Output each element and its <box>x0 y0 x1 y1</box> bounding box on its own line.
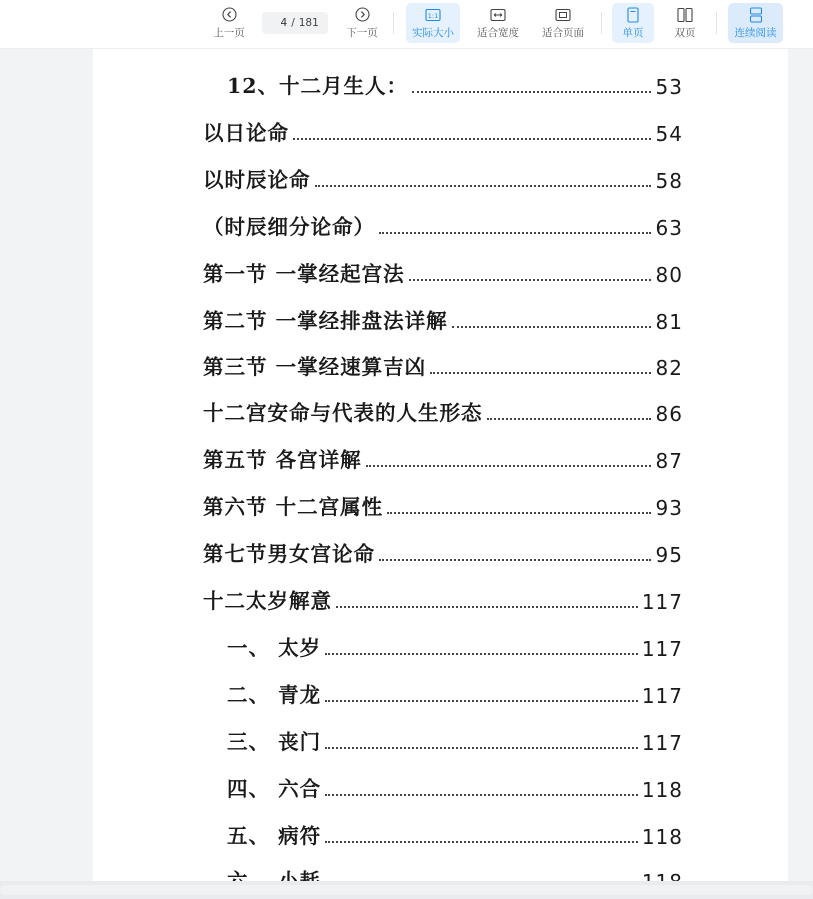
toc-entry[interactable] <box>227 725 683 755</box>
single-page-label: 单页 <box>622 26 644 39</box>
toc-entry-title: 第一节 一掌经起宫法 <box>203 262 405 286</box>
toc-entry[interactable] <box>203 163 683 193</box>
toc-entry-page: 63 <box>655 216 683 240</box>
toc-entry[interactable] <box>203 116 683 146</box>
toc-entry-title: 二、 青龙 <box>227 683 322 707</box>
toc-entry-title: 12、十二月生人： <box>227 74 409 98</box>
chevron-right-circle-icon <box>354 7 370 23</box>
viewer-toolbar <box>0 0 813 49</box>
toc-entry[interactable] <box>227 631 683 661</box>
toc-entry-title: 三、 丧门 <box>227 730 322 754</box>
fit-page-label: 适合页面 <box>542 26 584 39</box>
toc-leader-dots <box>293 138 651 140</box>
horizontal-scrollbar[interactable] <box>0 881 813 899</box>
toc-entry-title: 以时辰论命 <box>203 168 311 192</box>
toc-leader-dots <box>325 841 638 843</box>
toc-entry-page: 87 <box>655 449 683 473</box>
toc-entry-title: 以日论命 <box>203 121 289 145</box>
single-page-button[interactable] <box>612 3 654 43</box>
page-number-input[interactable] <box>271 17 287 29</box>
toc-entry-page: 117 <box>641 731 683 755</box>
fit-width-icon <box>490 7 506 23</box>
toc-entry[interactable] <box>203 396 683 426</box>
toc-leader-dots <box>387 512 651 514</box>
toc-entry[interactable] <box>203 350 683 380</box>
continuous-reading-button[interactable] <box>728 3 783 43</box>
toc-leader-dots <box>379 559 651 561</box>
toc-entry[interactable] <box>203 490 683 520</box>
toc-entry-page: 80 <box>655 263 683 287</box>
toc-entry-title: 五、 病符 <box>227 824 322 848</box>
toc-entry[interactable] <box>203 304 683 334</box>
toc-entry[interactable] <box>203 257 683 287</box>
toc-entry-title: 十二太岁解意 <box>203 589 332 613</box>
document-page <box>93 49 788 881</box>
toc-entry[interactable] <box>203 584 683 614</box>
toc-leader-dots <box>325 794 638 796</box>
toc-entry-title: （时辰细分论命） <box>203 215 375 239</box>
toc-leader-dots <box>379 232 651 234</box>
fit-page-icon <box>555 7 571 23</box>
actual-size-button[interactable] <box>406 3 460 43</box>
page-separator: / <box>291 17 295 29</box>
toc-leader-dots <box>487 418 652 420</box>
toolbar-divider <box>716 12 717 34</box>
toc-entry-title: 第七节男女宫论命 <box>203 542 375 566</box>
toc-leader-dots <box>315 185 652 187</box>
toc-leader-dots <box>430 372 651 374</box>
toc-entry[interactable] <box>203 537 683 567</box>
toc-leader-dots <box>336 606 638 608</box>
toc-entry-page: 82 <box>655 356 683 380</box>
toc-leader-dots <box>325 747 638 749</box>
toc-leader-dots <box>412 91 651 93</box>
page-indicator <box>262 12 328 34</box>
continuous-reading-label: 连续阅读 <box>734 26 777 39</box>
toc-entry-page: 81 <box>655 310 683 334</box>
prev-page-button[interactable] <box>207 3 251 43</box>
actual-size-icon <box>425 7 441 23</box>
toc-entry-title: 四、 六合 <box>227 777 322 801</box>
toolbar-divider <box>393 12 394 34</box>
next-page-button[interactable] <box>340 3 384 43</box>
toc-entry[interactable] <box>203 443 683 473</box>
toc-entry-title: 一、 太岁 <box>227 636 322 660</box>
toc-entry[interactable] <box>227 69 683 99</box>
toc-entry-page: 86 <box>655 402 683 426</box>
actual-size-label: 实际大小 <box>412 26 454 39</box>
toc-entry-title: 第三节 一掌经速算吉凶 <box>203 355 427 379</box>
double-page-label: 双页 <box>674 26 696 39</box>
toc-entry-page: 53 <box>655 75 683 99</box>
double-page-button[interactable] <box>664 3 706 43</box>
toc-entry-page: 117 <box>641 590 683 614</box>
chevron-left-circle-icon <box>221 7 237 23</box>
toc-entry-title: 第五节 各宫详解 <box>203 448 362 472</box>
toc-entry-page: 58 <box>655 169 683 193</box>
single-page-icon <box>625 7 641 23</box>
toc-entry-page: 117 <box>641 684 683 708</box>
fit-width-button[interactable] <box>471 3 525 43</box>
fit-page-button[interactable] <box>536 3 590 43</box>
fit-width-label: 适合宽度 <box>477 26 519 39</box>
toc-entry-title: 第二节 一掌经排盘法详解 <box>203 309 448 333</box>
next-page-label: 下一页 <box>346 26 378 39</box>
toc-leader-dots <box>366 465 651 467</box>
toc-entry[interactable] <box>203 210 683 240</box>
toc-entry-page: 95 <box>655 543 683 567</box>
toc-entry-page: 118 <box>641 778 683 802</box>
toc-entry-page: 117 <box>641 637 683 661</box>
toc-entry[interactable] <box>227 678 683 708</box>
scrollbar-thumb[interactable] <box>0 885 813 895</box>
double-page-icon <box>677 7 693 23</box>
toc-entry-title: 十二宫安命与代表的人生形态 <box>203 401 483 425</box>
toolbar-divider <box>601 12 602 34</box>
toc-entry-title: 第六节 十二宫属性 <box>203 495 384 519</box>
toc-leader-dots <box>409 279 651 281</box>
toc-leader-dots <box>325 700 638 702</box>
toc-entry-page: 118 <box>641 825 683 849</box>
toc-entry-page: 54 <box>655 122 683 146</box>
prev-page-label: 上一页 <box>213 26 245 39</box>
svg-text:1:1: 1:1 <box>427 11 439 20</box>
toc-entry[interactable] <box>227 772 683 802</box>
toc-leader-dots <box>325 653 638 655</box>
total-pages: 181 <box>298 17 319 29</box>
toc-entry[interactable] <box>227 819 683 849</box>
continuous-reading-icon <box>748 7 764 23</box>
toc-leader-dots <box>452 326 651 328</box>
toc-entry-page: 93 <box>655 496 683 520</box>
